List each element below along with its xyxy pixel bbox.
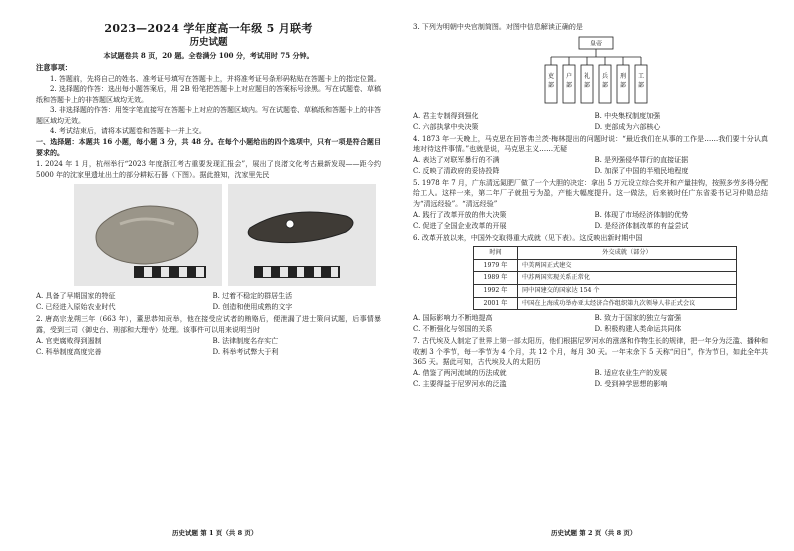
option: C. 不断强化与邻国的关系 [413, 325, 493, 334]
option: B. 中央集权制度加强 [594, 111, 661, 120]
notice-item: 4. 考试结束后，请将本试题卷和答题卡一并上交。 [50, 127, 206, 136]
ministry-label: 部 [601, 81, 609, 89]
option: D. 积极构建人类命运共同体 [594, 325, 682, 334]
option: C. 科举制度高度完善 [36, 347, 102, 356]
exam-info: 本试题卷共 8 页，20 题。全卷满分 100 分，考试用时 75 分钟。 [103, 51, 314, 60]
table-header: 外交成就（部分） [518, 247, 737, 260]
option: B. 是列强侵华罪行的直接证据 [594, 155, 689, 164]
page-2 [397, 0, 794, 551]
option: D. 创造和使用成熟的文字 [212, 303, 293, 312]
table-cell: 中苏两国实现关系正常化 [518, 272, 737, 285]
stone-tools-figure [36, 184, 381, 288]
ministry-label: 部 [547, 81, 555, 89]
table-cell: 1989 年 [474, 272, 518, 285]
notice-item: 3. 非选择题的作答：用签字笔直接写在答题卡上对应的答题区域内。写在试题卷、草稿纸和答题卡上的非答题区域均无效。 [36, 106, 381, 125]
ministry-label: 工 [637, 72, 645, 80]
option: A. 践行了改革开放的伟大决策 [413, 210, 507, 219]
question-3-options [413, 111, 768, 133]
ministry-label: 礼 [583, 72, 591, 80]
question-5-options [413, 210, 768, 232]
table-row [474, 297, 737, 310]
option: A. 君主专制得到强化 [413, 111, 479, 120]
option: D. 吏部成为六部核心 [594, 122, 661, 131]
question-7-stem: 7. 古代埃及人制定了世界上第一部太阳历，他们根据尼罗河水的涨落和作物生长的规律，把一年分为泛滥、播种和收割 3 个季节，每一季节为 4 个月，共 12 个月，每月 30 天。一年末余下 5 天称“闰日”，作为节日，如此全年共 365 天。据此可知，古代埃及人的太阳历 [413, 337, 768, 367]
question-4-options [413, 155, 768, 177]
option: B. 过着不稳定的群居生活 [212, 292, 293, 301]
subject-title: 历史试题 [189, 37, 228, 48]
page-footer: 历史试题 第 2 页（共 8 页） [551, 529, 637, 537]
question-2-options [36, 336, 381, 358]
question-1-options [36, 291, 381, 313]
table-cell: 2001 年 [474, 297, 518, 310]
question-5-stem: 5. 1978 年 7 月，广东清远氮肥厂做了一个大胆的决定：拿出 5 万元设立综合奖并和产量挂钩，按照多劳多得分配给工人。这样一来，第二年厂子就扭亏为盈，产能大幅度提升。这一做法，后来被时任广东省委书记习仲勋总结为“清远经验”。“清远经验” [413, 178, 768, 208]
ministry-label: 吏 [547, 72, 555, 80]
table-cell: 同中国建交的国家达 154 个 [518, 284, 737, 297]
table-header: 时间 [474, 247, 518, 260]
question-1-stem: 1. 2024 年 1 月，杭州举行“2023 年度浙江考古重要发现汇报会”，展出了良渚文化考古最新发现——距今约 5000 年的沈家里遗址出土的部分耕耘石器（下图）。据此推知，沈家里先民 [36, 160, 381, 179]
notice-item: 1. 答题前，先将自己的姓名、准考证号填写在答题卡上，并将准考证号条形码粘贴在答题卡上的指定位置。 [50, 74, 381, 83]
table-cell: 1992 年 [474, 284, 518, 297]
section-heading: 一、选择题：本题共 16 小题，每小题 3 分，共 48 分。在每个小题给出的四个选项中，只有一项是符合题目要求的。 [36, 137, 381, 157]
table-cell: 中美两国正式建交 [518, 259, 737, 272]
table-header-row [474, 247, 737, 260]
emperor-label: 皇帝 [589, 40, 603, 48]
ministry-label: 部 [565, 81, 573, 89]
ministry-label: 兵 [601, 72, 609, 80]
option: C. 六部执掌中央决策 [413, 122, 479, 131]
option: B. 体现了市场经济体制的优势 [594, 210, 689, 219]
option: A. 借鉴了两河流域的历法成就 [413, 368, 507, 377]
option: C. 促进了全国企业改革的开展 [413, 221, 507, 230]
option: C. 反映了清政府的妥协投降 [413, 166, 500, 175]
table-row [474, 272, 737, 285]
notice-item: 2. 选择题的作答：选出每小题答案后，用 2B 铅笔把答题卡上对应题目的答案标号涂黑。写在试题卷、草稿纸和答题卡上的非答题区域均无效。 [36, 85, 381, 104]
ministry-label: 刑 [619, 72, 627, 80]
ming-government-diagram [413, 35, 768, 109]
question-6-stem: 6. 改革开放以来，中国外交取得重大成就（见下表）。这反映出新时期中国 [413, 233, 643, 242]
page-footer: 历史试题 第 1 页（共 8 页） [172, 529, 258, 537]
table-cell: 1979 年 [474, 259, 518, 272]
notice-heading: 注意事项： [36, 63, 72, 72]
table-row [474, 259, 737, 272]
question-2-stem: 2. 唐高宗龙朔三年（663 年），董思恭知贡举，他在接受应试者的贿赂后，便泄漏了进士策问试题，后事情暴露，受到三司（御史台、刑部和大理寺）处理。该事件可以用来说明当时 [36, 315, 381, 335]
table-row [474, 284, 737, 297]
option: D. 受到神学思想的影响 [594, 379, 668, 388]
diplomacy-table [473, 246, 737, 310]
option: B. 法律制度名存实亡 [212, 336, 279, 345]
option: D. 是经济体制改革的有益尝试 [594, 221, 689, 230]
option: C. 已经进入原始农业时代 [36, 303, 116, 312]
question-3-stem: 3. 下列为明朝中央官制简图。对图中信息解读正确的是 [413, 23, 583, 31]
question-7-options [413, 368, 768, 390]
option: A. 表达了对联军暴行的不满 [413, 155, 500, 164]
stone-knife-photo [228, 184, 376, 286]
option: A. 具备了早期国家的特征 [36, 292, 116, 301]
option: A. 国际影响力不断地提高 [413, 314, 493, 323]
option: B. 致力于国家的独立与富强 [594, 314, 682, 323]
question-4-stem: 4. 1873 年一天晚上，马克思在回答弗兰茨·梅林提出的问题时说：“最近我们在从事的工作是……我们要十分认真地对待这件事情。”也就是说，马克思主义……无疑 [413, 134, 768, 154]
option: B. 适应农业生产的发展 [594, 368, 668, 377]
table-cell: 中国在上海成功举办亚太经济合作组织第九次领导人非正式会议 [518, 297, 737, 310]
option: D. 科举考试弊大于利 [212, 347, 279, 356]
option: A. 官吏腐败得到遏制 [36, 336, 102, 345]
exam-title: 2023—2024 学年度高一年级 5 月联考 [104, 22, 313, 35]
ministry-label: 户 [565, 72, 573, 80]
stone-tool-photo [74, 184, 222, 286]
question-6-options [413, 313, 768, 335]
option: C. 主要得益于尼罗河水的泛滥 [413, 379, 507, 388]
ministry-label: 部 [619, 81, 627, 89]
ministry-label: 部 [583, 81, 591, 89]
option: D. 加深了中国的半殖民地程度 [594, 166, 689, 175]
ministry-label: 部 [637, 81, 645, 89]
